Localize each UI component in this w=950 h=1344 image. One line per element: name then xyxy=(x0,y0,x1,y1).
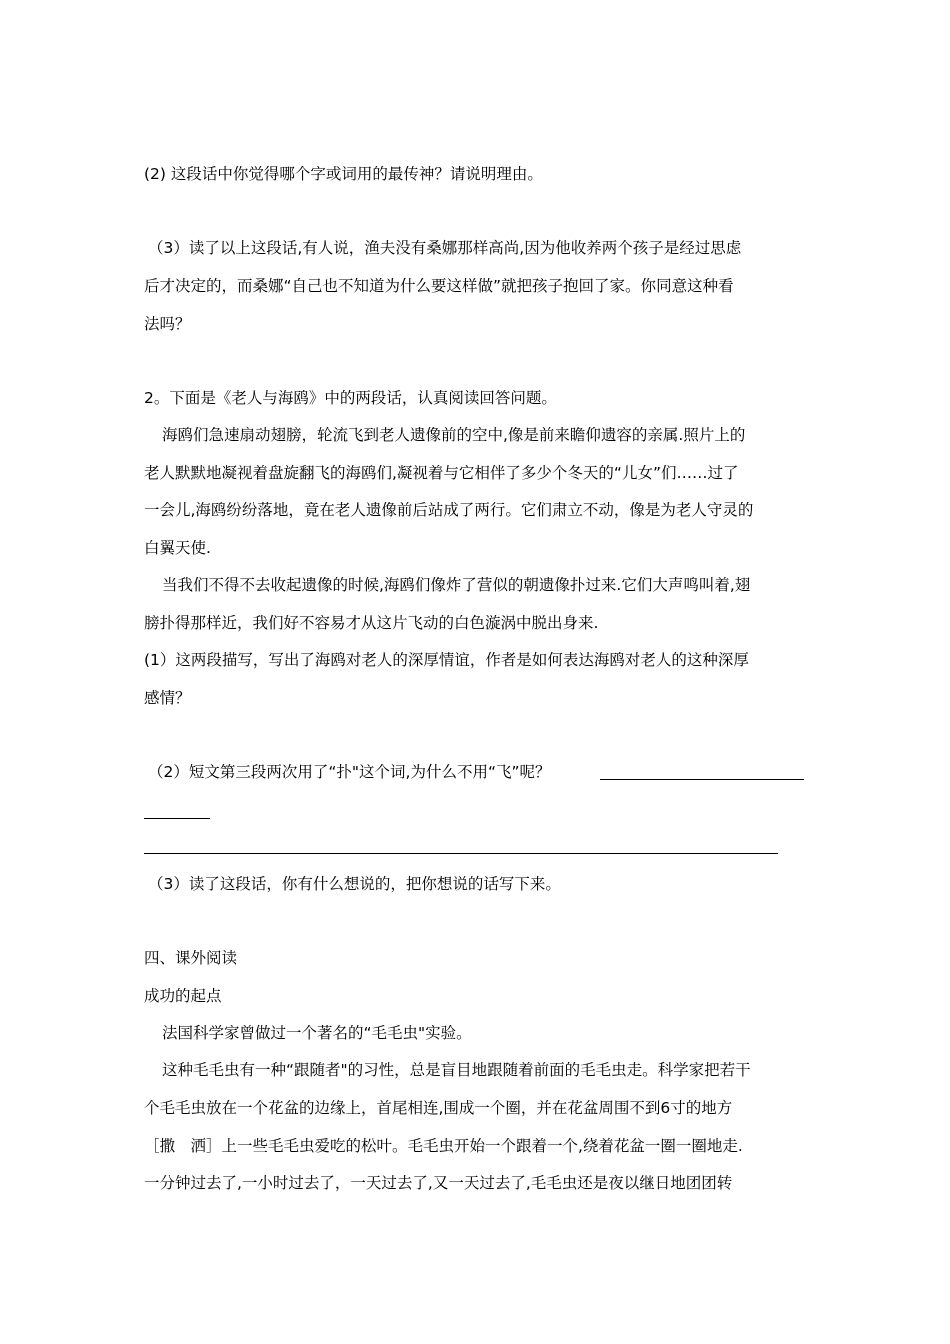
question-3-line-2: 后才决定的，而桑娜“自己也不知道为什么要这样做”就把孩子抱回了家。你同意这种看 xyxy=(144,277,734,295)
article-line-3: 个毛毛虫放在一个花盆的边缘上，首尾相连,围成一个圈，并在花盆周围不到6寸的地方 xyxy=(144,1099,733,1117)
article-title: 成功的起点 xyxy=(144,987,222,1005)
question-3-line-3: 法吗？ xyxy=(144,315,191,333)
passage-para-2-line-2: 膀扑得那样近，我们好不容易才从这片飞动的白色漩涡中脱出身来. xyxy=(144,614,599,632)
question-2-line: (2) 这段话中你觉得哪个字或词用的最传神？请说明理由。 xyxy=(144,165,543,183)
sub-question-1-line-2: 感情？ xyxy=(144,689,191,707)
section-2-heading: 2。下面是《老人与海鸥》中的两段话，认真阅读回答问题。 xyxy=(144,389,557,407)
passage-para-1-line-1: 海鸥们急速扇动翅膀，轮流飞到老人遗像前的空中,像是前来瞻仰遗容的亲属.照片上的 xyxy=(162,426,746,444)
passage-para-1-line-4: 白翼天使. xyxy=(144,539,211,557)
article-line-4: ［撒 洒］上一些毛毛虫爱吃的松叶。毛毛虫开始一个跟着一个,绕着花盆一圈一圈地走. xyxy=(144,1137,743,1155)
article-line-1: 法国科学家曾做过一个著名的“毛毛虫"实验。 xyxy=(162,1024,472,1042)
question-3-line-1: （3）读了以上这段话,有人说，渔夫没有桑娜那样高尚,因为他收养两个孩子是经过思虑 xyxy=(148,239,742,257)
answer-blank-1[interactable] xyxy=(600,779,804,780)
sub-question-1-line-1: (1）这两段描写，写出了海鸥对老人的深厚情谊，作者是如何表达海鸥对老人的这种深厚 xyxy=(144,651,749,669)
section-4-heading: 四、课外阅读 xyxy=(144,949,238,967)
sub-question-2-line: （2）短文第三段两次用了“扑"这个词,为什么不用“飞”呢？ xyxy=(148,763,551,781)
passage-para-1-line-2: 老人默默地凝视着盘旋翻飞的海鸥们,凝视着与它相伴了多少个冬天的“儿女”们……过了 xyxy=(144,464,739,482)
sub-question-3-line: （3）读了这段话，你有什么想说的，把你想说的话写下来。 xyxy=(148,875,561,893)
article-line-5: 一分钟过去了,一小时过去了，一天过去了,又一天过去了,毛毛虫还是夜以继日地团团转 xyxy=(144,1174,733,1192)
passage-para-2-line-1: 当我们不得不去收起遗像的时候,海鸥们像炸了营似的朝遗像扑过来.它们大声鸣叫着,翅 xyxy=(162,576,751,594)
answer-blank-3[interactable] xyxy=(144,853,778,854)
passage-para-1-line-3: 一会儿,海鸥纷纷落地，竟在老人遗像前后站成了两行。它们肃立不动，像是为老人守灵的 xyxy=(144,501,754,519)
answer-blank-2[interactable] xyxy=(144,818,210,819)
article-line-2: 这种毛毛虫有一种“跟随者"的习性，总是盲目地跟随着前面的毛毛虫走。科学家把若干 xyxy=(162,1061,751,1079)
